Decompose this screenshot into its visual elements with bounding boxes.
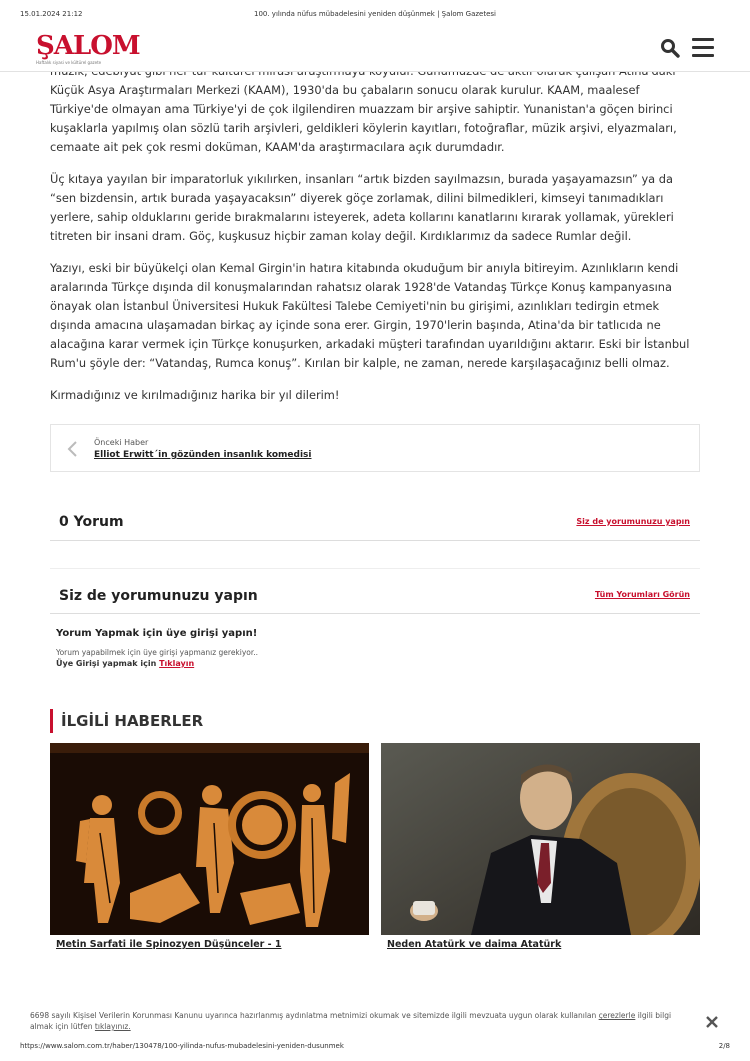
menu-icon[interactable] — [692, 38, 714, 58]
close-icon[interactable] — [705, 1014, 719, 1028]
print-header — [20, 10, 730, 24]
article-paragraph: Yazıyı, eski bir büyükelçi olan Kemal Girgin'in hatıra kitabında okuduğum bir anıyla bitireyim. Azınlıkların kendi aralarında Türkçe dışında dil konuşmalarından rahatsız olarak 1928'de Vatandaş Türkçe Konuş kampanyasına önayak olan İstanbul Üniversitesi Hukuk Fakültesi Talebe Cemiyeti'nin bu girişimi, azınlıkları tedirgin etmek dışında amacına ulaşamadan birkaç ay içinde sona erer. Girgin, 1970'lerin başında, Atina'da bir tatlıcıda ne alacağına karar vermek için Türkçe konuşurken, arkadaki müşteri tarafından uyarıldığını aktarır. Eski bir İstanbul Rum'u şöyle der: “Vatandaş, Rumca konuş”. Kırılan bir kalple, ne zaman, nerede karşılaşacağınız belli olmaz. — [50, 261, 690, 370]
cookie-link[interactable]: çerezlerle — [598, 1011, 636, 1020]
site-logo[interactable] — [36, 32, 140, 70]
cookie-text: 6698 sayılı Kişisel Verilerin Korunması Kanunu uyarınca hazırlanmış aydınlatma metnimizi okumak ve sitemizde ilgili mevzuata uygun olarak kullanılan — [30, 1011, 599, 1020]
login-heading: Yorum Yapmak için üye girişi yapın! — [56, 628, 258, 639]
related-news-card[interactable] — [50, 743, 369, 950]
cookie-details-link[interactable]: tıklayınız. — [94, 1022, 131, 1031]
print-url: https://www.salom.com.tr/haber/130478/100-yilinda-nufus-mubadelesini-yeniden-dusunmek — [20, 1042, 344, 1050]
chevron-left-icon — [65, 439, 81, 459]
print-datetime: 15.01.2024 21:12 — [20, 10, 83, 18]
article-body — [50, 62, 700, 418]
print-page-number: 2/8 — [718, 1042, 730, 1050]
site-header — [0, 28, 750, 72]
logo-text: ŞALOM — [36, 31, 140, 61]
related-news-caption[interactable]: Neden Atatürk ve daima Atatürk — [387, 939, 562, 950]
related-news-title: İLGİLİ HABERLER — [50, 709, 203, 733]
cookie-text: ilgili bilgi almak için lütfen — [30, 1011, 672, 1031]
comments-header — [50, 505, 700, 541]
write-comment-link[interactable]: Siz de yorumunuzu yapın — [576, 517, 690, 526]
related-news-image[interactable] — [381, 743, 700, 935]
previous-news-box[interactable] — [50, 424, 700, 472]
login-link[interactable]: Tıklayın — [159, 659, 195, 668]
logo-tagline: Haftalık siyasi ve kültürel gazete — [36, 60, 102, 65]
all-comments-link[interactable]: Tüm Yorumları Görün — [594, 590, 690, 599]
login-prompt — [56, 628, 696, 668]
article-paragraph: Kırmadığınız ve kırılmadığınız harika bir yıl dilerim! — [50, 388, 340, 402]
write-comment-header — [50, 568, 700, 614]
login-prompt-text: Üye Girişi yapmak için — [56, 659, 160, 668]
cookie-notice — [30, 1010, 690, 1032]
article-paragraph: Üç kıtaya yayılan bir imparatorluk yıkılırken, insanları “artık bizden sayılmazsın, burada yaşayamazsın” ya da “sen bizdensin, artık burada yaşayacaksın” diyerek göçe zorlamak, dilini bilmedikleri, kimseyi tanımadıkları yerlere, sahip olduklarını geride bırakmalarını isteyerek, adeta kollarını kanatlarını kırarak yollamak, yürekleri titreten bir insani dram. Göç, kuşkusuz hiçbir zaman kolay değil. Kırdıklarımız da sadece Rumlar değil. — [50, 172, 674, 243]
related-news-caption[interactable]: Metin Sarfati ile Spinozyen Düşünceler - 1 — [56, 939, 282, 950]
previous-news-label: Önceki Haber — [94, 438, 149, 447]
search-icon[interactable] — [660, 38, 680, 58]
related-news-image[interactable] — [50, 743, 369, 935]
comment-count: 0 Yorum — [59, 514, 124, 530]
print-page-title: 100. yılında nüfus mübadelesini yeniden düşünmek | Şalom Gazetesi — [254, 10, 496, 18]
login-line — [56, 659, 696, 668]
related-news-card[interactable] — [381, 743, 700, 950]
article-paragraph: Küçük Asya Araştırmaları Merkezi (KAAM), 1930'da bu çabaların sonucu olarak kurulur. KAAM, maalesef Türkiye'de olmayan ama Türkiye'yi de çok ilgilendiren muazzam bir arşive sahiptir. Yunanistan'a göçen birinci kuşaklarla yapılmış olan sözlü tarih arşivleri, geldikleri köylerin kayıtları, fotoğraflar, müzik arşivi, elyazmaları, cemaate ait pek çok resmi doküman, KAAM'da araştırmacılara açık durumdadır. — [50, 83, 677, 154]
previous-news-link[interactable]: Elliot Erwitt´in gözünden insanlık komedisi — [94, 450, 312, 460]
write-comment-title: Siz de yorumunuzu yapın — [59, 588, 258, 604]
login-note: Yorum yapabilmek için üye girişi yapmanız gerekiyor.. — [56, 648, 259, 657]
